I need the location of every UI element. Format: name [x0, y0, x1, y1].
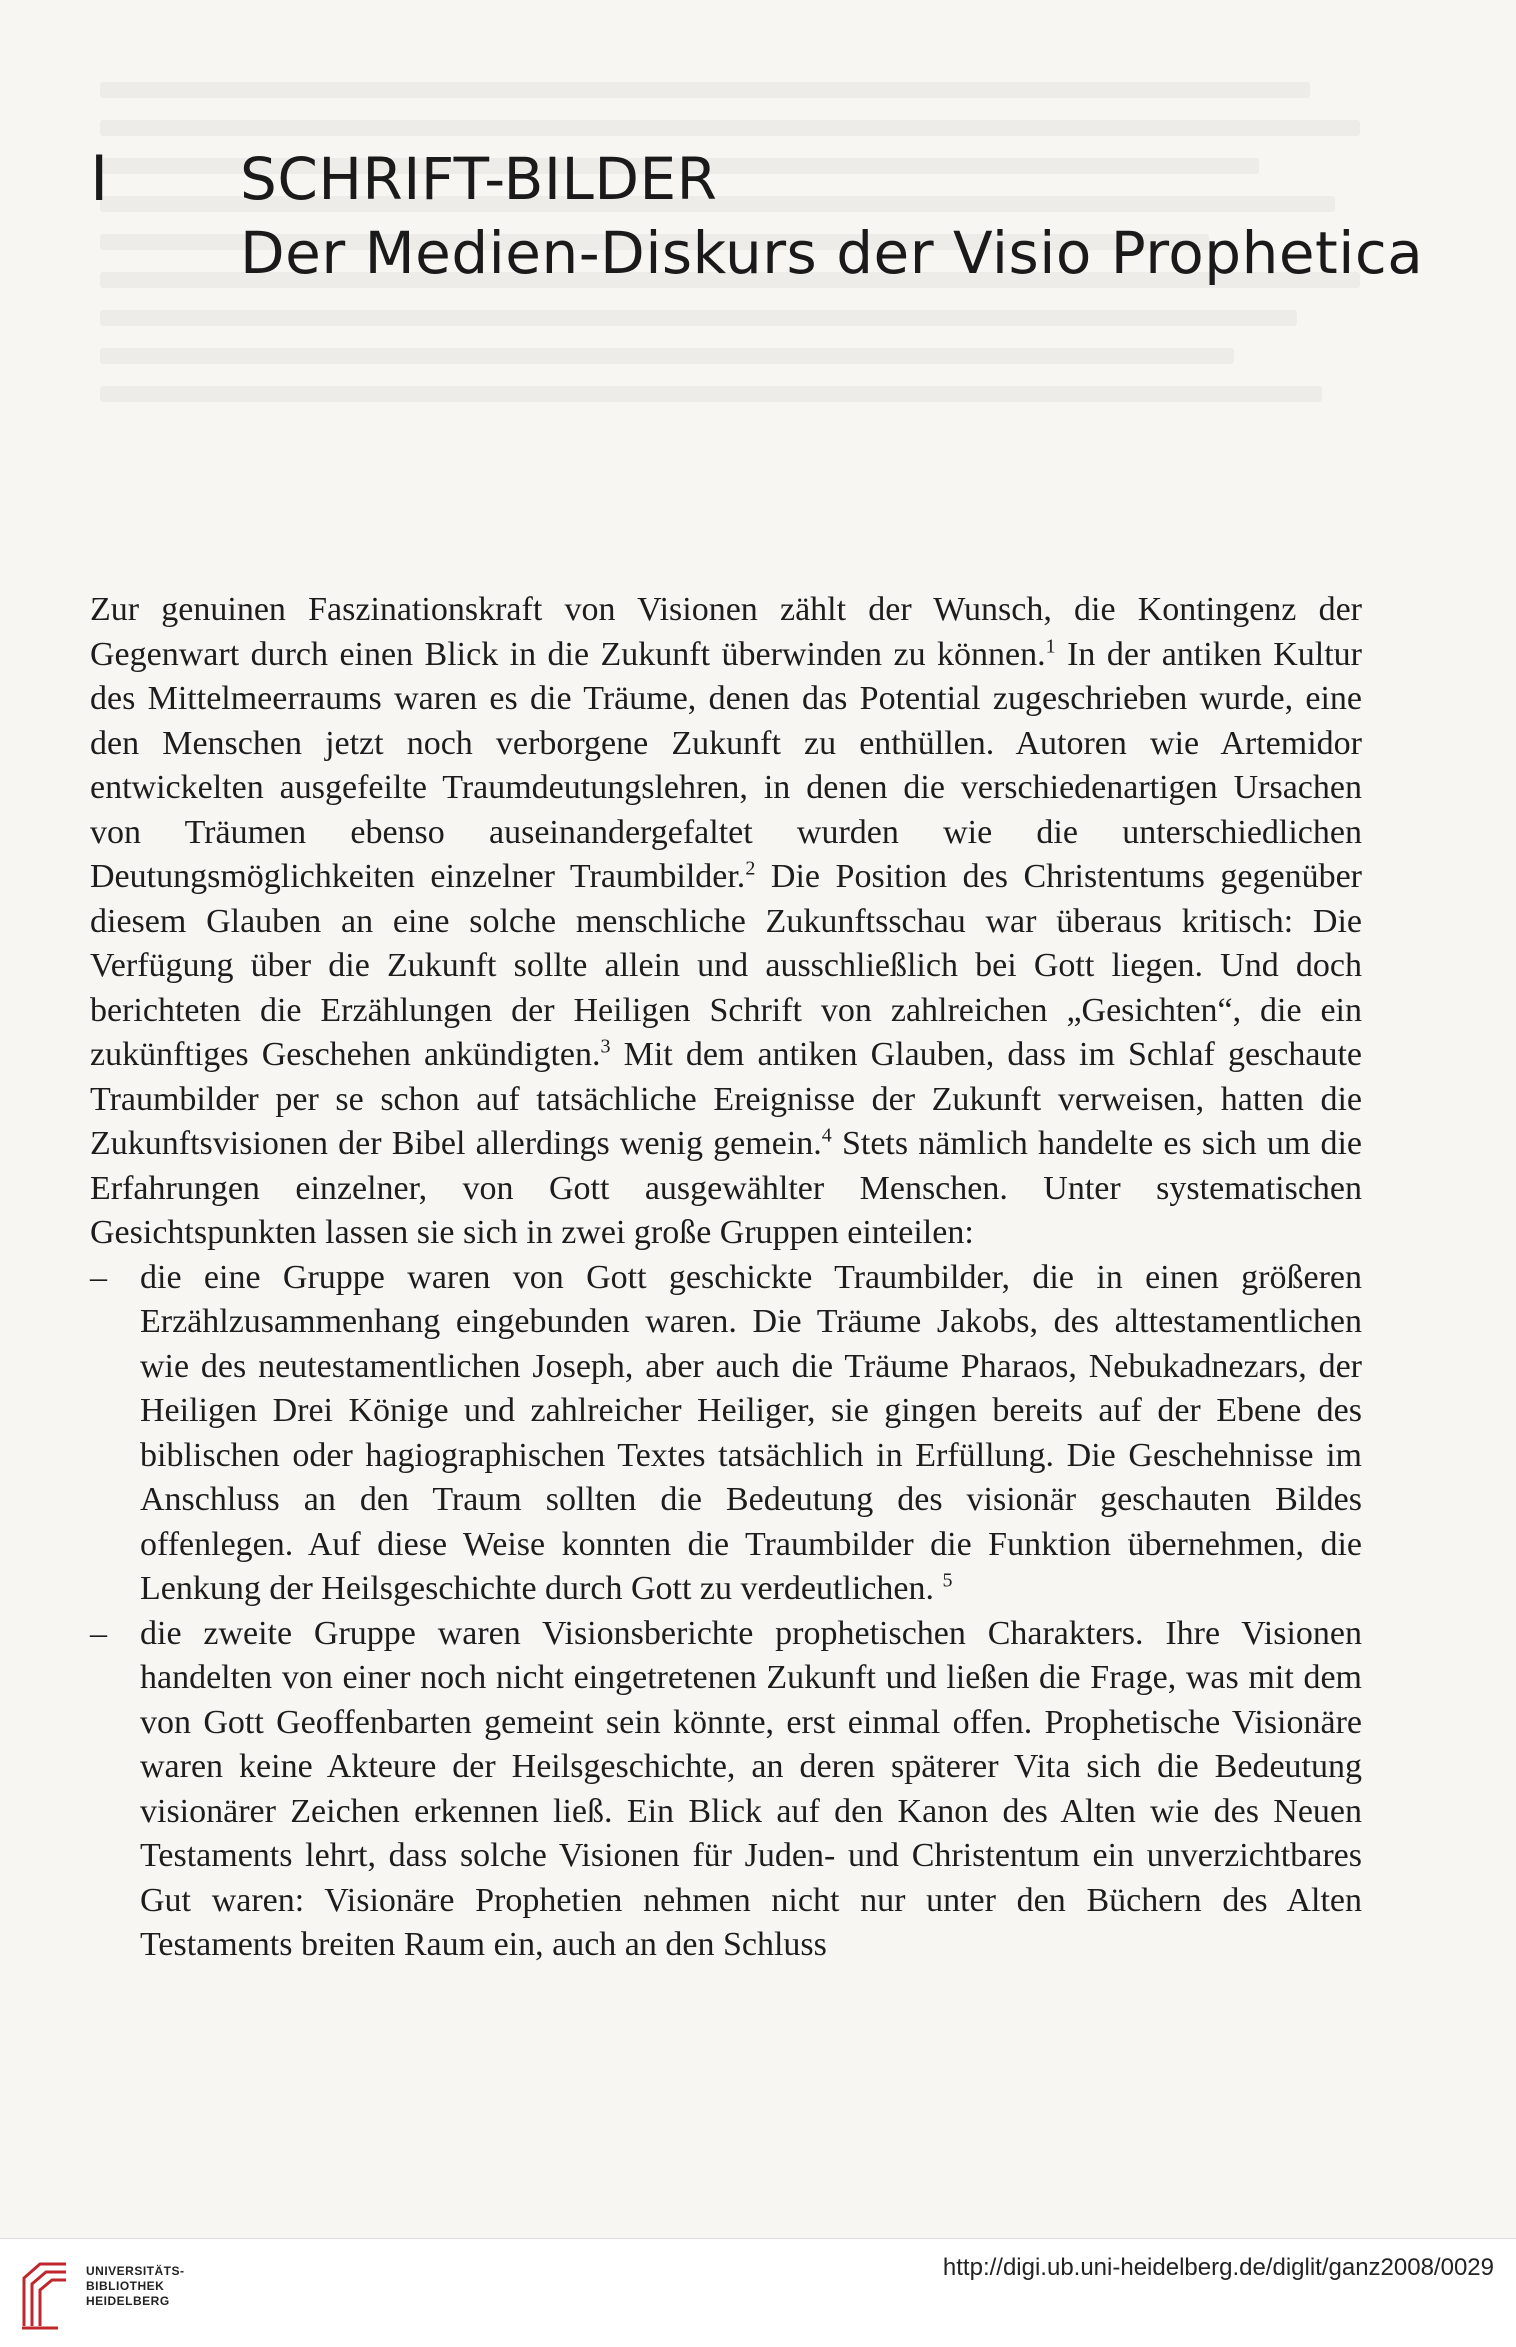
paragraph-text: Zur genuinen Faszinationskraft von Visionen zählt der Wunsch, die Kontingenz der Gegenwart durch einen Blick in die Zukunft überwinden zu können. [90, 591, 1362, 673]
bullet-list [90, 1256, 1362, 1968]
paragraph-text: In der antiken Kultur des Mittelmeerraums waren es die Träume, denen das Potential zugeschrieben wurde, eine den Menschen jetzt noch verborgene Zukunft zu enthüllen. Autoren wie Artemidor entwickelten ausgefeilte Traumdeutungslehren, in denen die verschiedenartigen Ursachen von Träumen ebenso auseinandergefaltet wurden wie die unterschiedlichen Deutungsmöglichkeiten einzelner Traumbilder. [90, 635, 1363, 895]
paragraph [90, 588, 1362, 1256]
source-url-link[interactable]: http://digi.ub.uni-heidelberg.de/diglit/ganz2008/0029 [942, 2254, 1494, 2281]
chapter-subtitle: Der Medien-Diskurs der Visio Prophetica [240, 219, 1424, 287]
library-name-line: BIBLIOTHEK [86, 2279, 165, 2293]
library-name-line: UNIVERSITÄTS- [86, 2264, 185, 2278]
chapter-title-line1: SCHRIFT-BILDER [240, 145, 718, 213]
list-item-text: die zweite Gruppe waren Visionsberichte prophetischen Charakters. Ihre Visionen handelten von einer noch nicht eingetretenen Zukunft und ließen die Frage, was mit dem von Gott Geoffenbarten gemeint sein könnte, erst einmal offen. Prophetische Visionäre waren keine Akteure der Heilsgeschichte, an deren späterer Vita sich die Bedeutung visionärer Zeichen erkennen ließ. Ein Blick auf den Kanon des Alten wie des Neuen Testaments lehrt, dass solche Visionen für Juden- und Christentum ein unverzichtbares Gut waren: Visionäre Prophetien nehmen nicht nur unter den Büchern des Alten Testaments breiten Raum ein, auch an den Schluss [140, 1614, 1362, 1963]
footnote-ref[interactable]: 3 [600, 1035, 611, 1058]
body-text [90, 588, 1362, 1968]
chapter-number: I [90, 142, 110, 215]
footnote-ref[interactable]: 5 [942, 1569, 953, 1592]
library-name[interactable] [86, 2264, 185, 2309]
show-through-background [100, 60, 1360, 580]
footnote-ref[interactable]: 1 [1045, 635, 1056, 658]
list-item-text: die eine Gruppe waren von Gott geschickte Traumbilder, die in einen größeren Erzählzusammenhang eingebunden waren. Die Träume Jakobs, des alttestamentlichen wie des neutestamentlichen Joseph, aber auch die Träume Pharaos, Nebukadnezars, der Heiligen Drei Könige und zahlreicher Heiliger, sie gingen bereits auf der Ebene des biblischen oder hagiographischen Textes tatsächlich in Erfüllung. Die Geschehnisse im Anschluss an den Traum sollten die Bedeutung des visionär geschauten Bildes offenlegen. Auf diese Weise konnten die Traumbilder die Funktion übernehmen, die Lenkung der Heilsgeschichte durch Gott zu verdeutlichen. [140, 1258, 1362, 1607]
list-item [90, 1612, 1362, 1968]
list-dash: – [90, 1258, 107, 1296]
library-name-line: HEIDELBERG [86, 2294, 170, 2308]
footnote-ref[interactable]: 4 [821, 1124, 832, 1147]
footnote-ref[interactable]: 2 [745, 857, 756, 880]
paragraph-text: Die Position des Christentums gegenüber diesem Glauben an eine solche menschliche Zukunftsschau war überaus kritisch: Die Verfügung über die Zukunft sollte allein und ausschließlich bei Gott liegen. Und doch berichteten die Erzählungen der Heiligen Schrift von zahlreichen „Gesichten“, die ein zukünftiges Geschehen ankündigten. [90, 858, 1363, 1073]
paragraph-text: Stets nämlich handelte es sich um die Erfahrungen einzelner, von Gott ausgewählter Menschen. Unter systematischen Gesichtspunkten lassen sie sich in zwei große Gruppen einteilen: [90, 1125, 1362, 1251]
paragraph-text: Mit dem antiken Glauben, dass im Schlaf geschaute Traumbilder per se schon auf tatsächliche Ereignisse der Zukunft verweisen, hatten die Zukunftsvisionen der Bibel allerdings wenig gemein. [90, 1036, 1362, 1162]
list-dash: – [90, 1614, 107, 1652]
ub-heidelberg-logo-icon[interactable] [18, 2256, 72, 2332]
list-item [90, 1256, 1362, 1612]
chapter-title [240, 142, 1423, 290]
